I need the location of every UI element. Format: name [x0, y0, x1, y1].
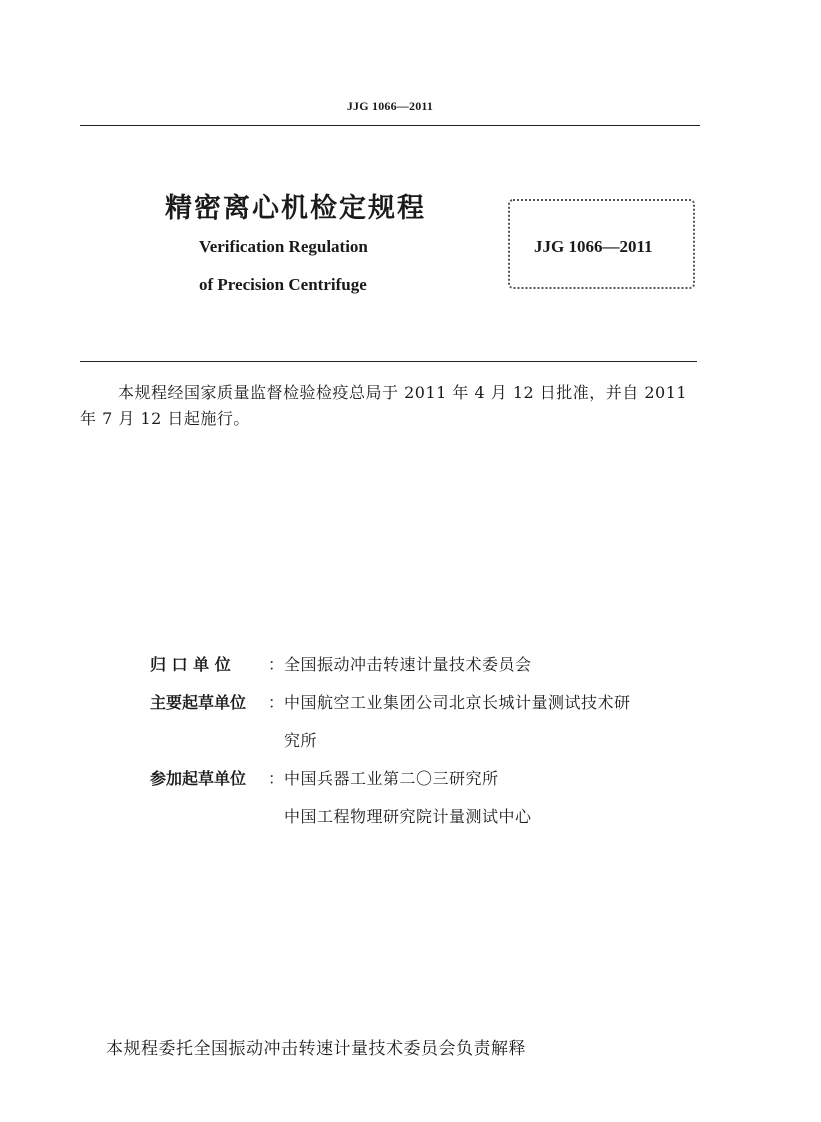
participant-label: 参加起草单位 — [150, 769, 247, 788]
main-drafter-label: 主要起草单位 — [150, 693, 247, 712]
drafting-units — [150, 646, 704, 836]
owner-unit-value: 全国振动冲击转速计量技术委员会 — [284, 655, 532, 674]
owner-unit-label: 归 口 单 位 — [150, 655, 231, 674]
title-english-line2: of Precision Centrifuge — [199, 275, 367, 294]
main-drafter-value: 中国航空工业集团公司北京长城计量测试技术研 — [284, 693, 631, 712]
main-drafter-value-continued: 究所 — [284, 731, 318, 750]
header-rule — [80, 125, 700, 126]
interpretation-note: 本规程委托全国振动冲击转速计量技术委员会负责解释 — [106, 1039, 526, 1059]
participant-value: 中国兵器工业第二〇三研究所 — [284, 769, 499, 788]
owner-unit-row — [150, 646, 704, 684]
standard-code-box — [508, 199, 695, 289]
participant-colon: ： — [268, 769, 285, 788]
approval-statement: 本规程经国家质量监督检验检疫总局于 2011 年 4 月 12 日批准，并自 2011 年 7 月 12 日起施行。 — [80, 383, 688, 428]
owner-unit-colon: ： — [268, 655, 285, 674]
main-drafter-colon: ： — [268, 693, 285, 712]
title-chinese: 精密离心机检定规程 — [165, 193, 426, 224]
standard-code-box-text: JJG 1066—2011 — [534, 237, 653, 256]
header-standard-code: JJG 1066—2011 — [346, 99, 434, 113]
title-rule — [80, 361, 697, 362]
participant-value-continued: 中国工程物理研究院计量测试中心 — [284, 807, 532, 826]
main-drafter-row — [150, 684, 704, 722]
participant-row — [150, 760, 704, 798]
title-english-line1: Verification Regulation — [199, 237, 368, 256]
